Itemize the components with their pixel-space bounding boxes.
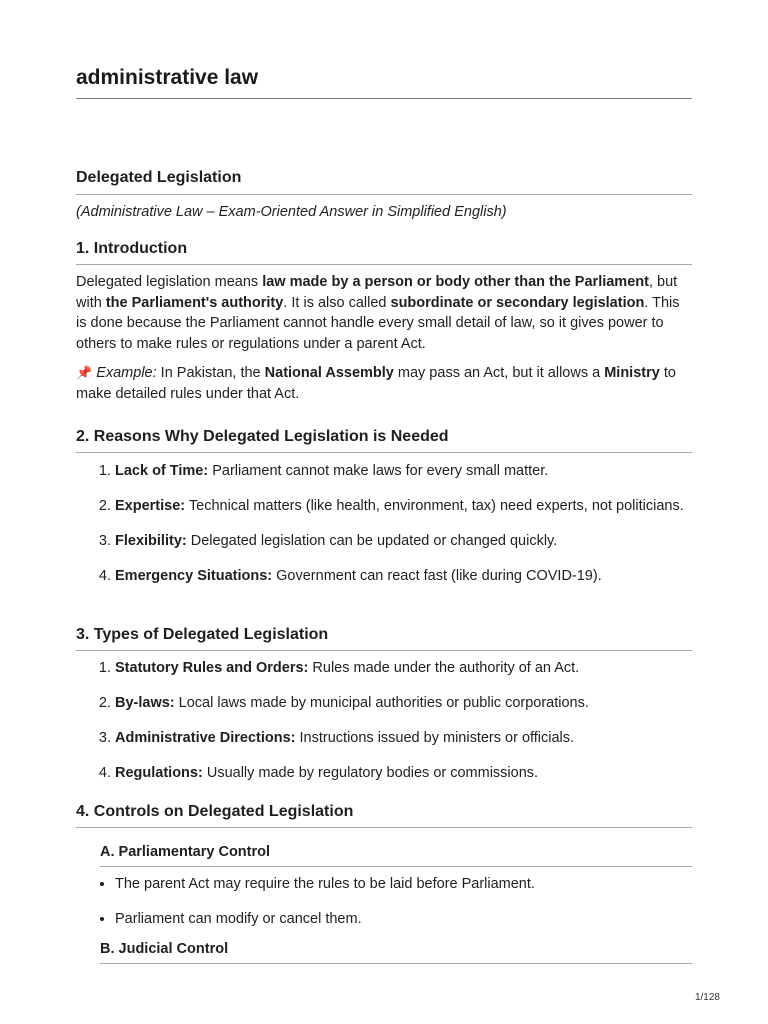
list-item (115, 728, 692, 748)
list-item (115, 566, 692, 586)
subsection-judicial-control (76, 941, 692, 964)
list-term: Emergency Situations: (115, 568, 273, 584)
types-list (76, 658, 692, 783)
list-text: Local laws made by municipal authorities or public corporations. (174, 695, 589, 711)
text-run: to make detailed rules under that Act. (76, 365, 676, 402)
subsection-heading: A. Parliamentary Control (100, 844, 692, 867)
list-text: Parliament cannot make laws for every small matter. (208, 463, 549, 479)
list-item (115, 658, 692, 678)
list-term: Expertise: (115, 498, 186, 514)
section-heading: 3. Types of Delegated Legislation (76, 626, 692, 651)
section-heading: 4. Controls on Delegated Legislation (76, 803, 692, 828)
bold-text: subordinate or secondary legislation (390, 294, 645, 311)
section-types (76, 626, 692, 798)
text-run: Delegated legislation means (76, 274, 263, 290)
section-introduction (76, 240, 692, 404)
text-run: In Pakistan, the (156, 365, 265, 381)
reasons-list (76, 461, 692, 586)
list-text: Government can react fast (like during COVID-19). (272, 568, 602, 584)
list-item (115, 461, 692, 481)
list-text: Instructions issued by ministers or officials. (295, 730, 575, 746)
example-paragraph (76, 363, 692, 404)
list-term: Lack of Time: (115, 463, 209, 479)
page-number: 1/128 (694, 992, 720, 1003)
intro-paragraph (76, 272, 692, 354)
bold-text: law made by a person or body other than the Parliament (262, 274, 649, 290)
text-run: may pass an Act, but it allows a (393, 365, 605, 381)
subsection-heading: B. Judicial Control (100, 941, 692, 964)
section-controls (76, 803, 692, 964)
list-term: Administrative Directions: (115, 730, 296, 746)
list-item (115, 496, 692, 516)
list-item (115, 531, 692, 551)
list-term: Flexibility: (115, 533, 187, 549)
section-reasons (76, 428, 692, 601)
list-item (115, 693, 692, 713)
list-text: Rules made under the authority of an Act. (308, 660, 580, 676)
list-text: Usually made by regulatory bodies or commissions. (202, 765, 539, 781)
list-item: • The parent Act may require the rules to be laid before Parliament. (115, 874, 692, 894)
list-item (115, 763, 692, 783)
bold-text: the Parliament's authority (105, 294, 284, 311)
example-label: Example: (96, 365, 157, 381)
section-heading: 1. Introduction (76, 240, 692, 265)
subsection-parliamentary-control (76, 844, 692, 929)
text-run: . This is done because the Parliament cannot handle every small detail of law, so it gives power to others to make rules or regulations under a parent Act. (76, 294, 680, 352)
text-run: . It is also called (283, 294, 391, 311)
text-run: , but with (76, 274, 678, 311)
bold-text: Ministry (604, 365, 660, 381)
section-heading: 2. Reasons Why Delegated Legislation is Needed (76, 428, 692, 453)
list-item: • Parliament can modify or cancel them. (115, 909, 692, 929)
list-text: Delegated legislation can be updated or changed quickly. (186, 533, 558, 549)
pushpin-icon: 📌 (76, 365, 93, 380)
bold-text: National Assembly (264, 365, 394, 381)
list-term: Statutory Rules and Orders: (115, 660, 309, 676)
list-text: Technical matters (like health, environment, tax) need experts, not politicians. (185, 498, 684, 514)
document-title: administrative law (76, 66, 692, 99)
subtitle: (Administrative Law – Exam-Oriented Answer in Simplified English) (76, 204, 507, 220)
list-term: By-laws: (115, 695, 175, 711)
main-heading: Delegated Legislation (76, 169, 692, 195)
bullet-list (76, 874, 692, 929)
list-term: Regulations: (115, 765, 203, 781)
